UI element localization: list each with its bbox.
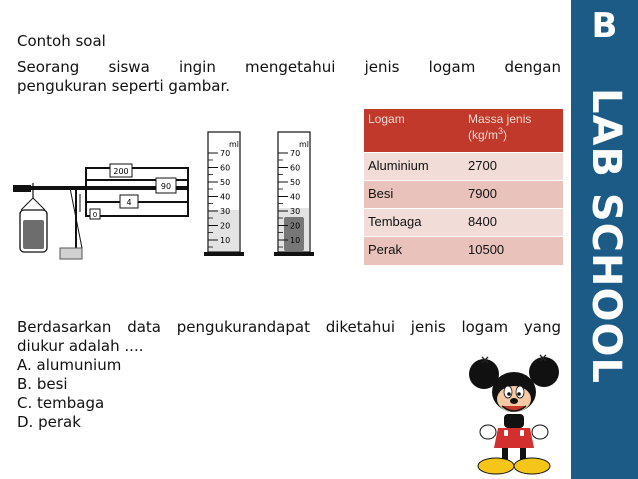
question-line-2: pengukuran seperti gambar. [17, 77, 231, 95]
balance-and-cylinders-figure [8, 120, 343, 270]
cell-logam: Tembaga [364, 209, 464, 237]
answer-prompt-line-2: diukur adalah .... [17, 337, 144, 355]
option-b[interactable]: B. besi [17, 375, 68, 393]
table-header-row [364, 109, 563, 153]
header-massa-exp: 3 [498, 126, 504, 136]
header-massa-jenis [464, 109, 563, 153]
brand-vertical-text-wrap [578, 88, 634, 384]
cylinder-2-unit: ml [298, 140, 310, 149]
hanging-beaker [20, 183, 47, 252]
option-a[interactable]: A. alumunium [17, 356, 122, 374]
cylinder-1-tick-label: 20 [220, 221, 231, 231]
header-logam: Logam [364, 109, 464, 153]
table-row [364, 153, 563, 181]
option-d[interactable]: D. perak [17, 413, 81, 431]
brand-letter: B [591, 6, 618, 46]
cartoon-mouse-illustration [464, 352, 564, 476]
brand-vertical-text: LAB SCHOOL [583, 88, 629, 384]
question-line-1: Seorang siswa ingin mengetahui jenis logam dengan [17, 58, 561, 76]
cell-massa: 7900 [464, 181, 563, 209]
cylinder-2-tick-label: 20 [290, 221, 301, 231]
cylinder-1-unit: ml [228, 140, 240, 149]
cylinder-1-tick-label: 50 [220, 178, 231, 187]
cylinder-1-tick-label: 60 [220, 163, 231, 173]
brand-sidebar [571, 0, 638, 479]
cylinder-2-tick-label: 70 [290, 149, 301, 158]
answer-prompt-line-1: Berdasarkan data pengukurandapat diketahui jenis logam yang [17, 318, 561, 336]
cell-massa: 10500 [464, 237, 563, 265]
weight-label-2: 90 [160, 182, 172, 191]
cylinder-2-tick-label: 50 [290, 178, 301, 187]
cylinder-2-tick-label: 10 [290, 236, 301, 245]
table-row [364, 237, 563, 265]
weight-label-1: 200 [113, 167, 129, 176]
slide-title: Contoh soal [17, 32, 106, 50]
density-table [364, 108, 563, 265]
header-massa-text: Massa jenis (kg/m [468, 112, 532, 142]
cylinder-1-tick-label: 70 [220, 149, 231, 158]
cell-logam: Besi [364, 181, 464, 209]
cylinder-1-tick-label: 40 [220, 192, 231, 202]
cylinder-2-tick-label: 60 [290, 163, 301, 173]
cell-massa: 8400 [464, 209, 563, 237]
option-c[interactable]: C. tembaga [17, 394, 105, 412]
cylinder-1-tick-label: 30 [220, 207, 231, 216]
cell-logam: Perak [364, 237, 464, 265]
weight-label-3: 4 [126, 198, 132, 207]
table-row [364, 181, 563, 209]
weight-label-4: 0 [92, 211, 98, 219]
cell-massa: 2700 [464, 153, 563, 181]
cylinder-2-tick-label: 40 [290, 192, 301, 202]
cylinder-1-tick-label: 10 [220, 236, 231, 245]
cell-logam: Aluminium [364, 153, 464, 181]
header-massa-close: ) [503, 128, 508, 142]
question-text [17, 58, 561, 96]
cylinder-2-tick-label: 30 [290, 207, 301, 216]
table-row [364, 209, 563, 237]
